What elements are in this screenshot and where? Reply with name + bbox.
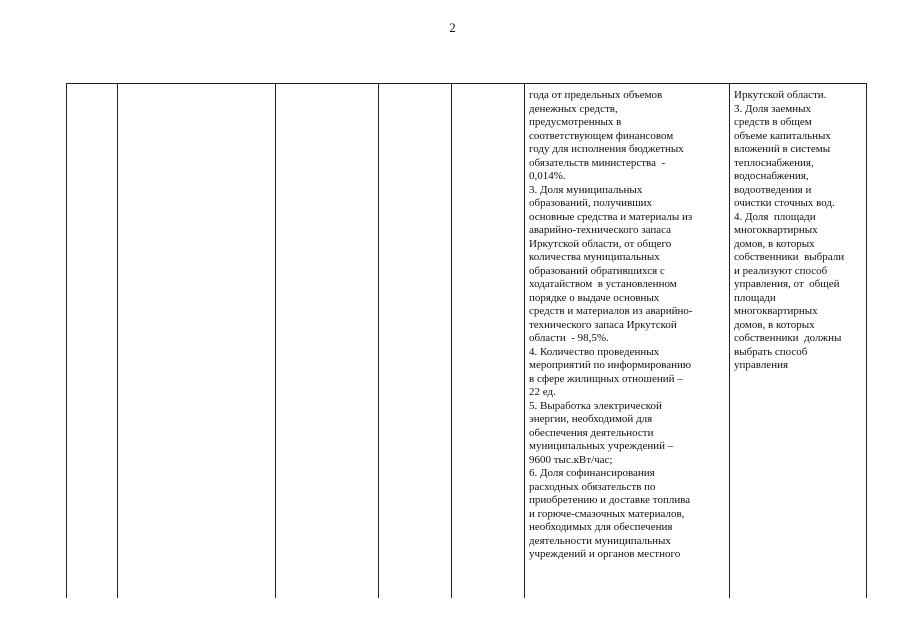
text-line: управления <box>734 359 789 371</box>
text-line: объеме капитальных <box>734 129 831 142</box>
column-divider <box>275 84 276 598</box>
text-line: площади <box>734 291 776 304</box>
text-line: 9600 тыс.кВт/час; <box>529 453 613 466</box>
text-line: теплоснабжения, <box>734 156 814 169</box>
text-line: многоквартирных <box>734 224 818 236</box>
text-line: домов, в которых <box>734 237 815 250</box>
text-line: ходатайством в установленном <box>529 278 677 290</box>
column-divider <box>378 84 379 598</box>
text-line: необходимых для обеспечения <box>529 521 673 533</box>
text-line: образований, получивших <box>529 197 653 209</box>
text-line: в сфере жилищных отношений – <box>529 372 683 385</box>
text-line: управления, от общей <box>734 278 840 290</box>
text-line: средств и материалов из аварийно- <box>529 305 693 317</box>
text-line: водоснабжения, <box>734 170 809 182</box>
page-number: 2 <box>449 20 456 35</box>
text-line: выбрать способ <box>734 345 808 358</box>
text-line: денежных средств, <box>529 102 618 115</box>
text-line: области - 98,5%. <box>529 332 609 344</box>
text-line: 0,014%. <box>529 170 566 182</box>
text-line: году для исполнения бюджетных <box>529 143 684 155</box>
text-line: муниципальных учреждений – <box>529 440 674 452</box>
text-line: собственники выбрали <box>734 251 845 263</box>
text-line: 22 ед. <box>529 386 556 398</box>
column-divider <box>729 84 730 598</box>
text-line: средств в общем <box>734 116 812 128</box>
text-line: водоотведения и <box>734 183 812 196</box>
text-line: очистки сточных вод. <box>734 197 835 209</box>
text-line: основные средства и материалы из <box>529 210 693 223</box>
text-line: приобретению и доставке топлива <box>529 494 691 506</box>
text-line: 6. Доля софинансирования <box>529 467 655 479</box>
text-line: 4. Количество проведенных <box>529 345 660 358</box>
text-line: соответствующем финансовом <box>529 129 674 142</box>
text-line: предусмотренных в <box>529 116 622 128</box>
text-line: технического запаса Иркутской <box>529 318 677 331</box>
text-line: 5. Выработка электрической <box>529 399 662 412</box>
text-line: порядке о выдаче основных <box>529 291 660 304</box>
text-line: Иркутской области, от общего <box>529 237 672 250</box>
column-divider <box>117 84 118 598</box>
text-line: мероприятий по информированию <box>529 359 692 371</box>
text-line: и горюче-смазочных материалов, <box>529 507 685 520</box>
text-line: 3. Доля муниципальных <box>529 183 643 196</box>
text-line: деятельности муниципальных <box>529 534 671 547</box>
text-line: учреждений и органов местного <box>529 548 681 560</box>
column-divider <box>524 84 525 598</box>
column-divider <box>451 84 452 598</box>
text-line: аварийно-технического запаса <box>529 224 672 236</box>
document-table <box>66 83 867 598</box>
text-line: 3. Доля заемных <box>734 102 812 115</box>
text-line: многоквартирных <box>734 305 818 317</box>
indicators-cell-list <box>734 89 866 373</box>
text-line: домов, в которых <box>734 318 815 331</box>
text-line: Иркутской области. <box>734 89 827 101</box>
indicators-cell-targets <box>529 89 727 562</box>
text-line: года от предельных объемов <box>529 89 663 101</box>
text-line: и реализуют способ <box>734 264 828 277</box>
text-line: обеспечения деятельности <box>529 426 654 439</box>
text-line: количества муниципальных <box>529 251 660 263</box>
text-line: вложений в системы <box>734 143 831 155</box>
text-line: обязательств министерства - <box>529 156 666 169</box>
text-line: 4. Доля площади <box>734 210 816 223</box>
text-line: образований обратившихся с <box>529 264 665 277</box>
text-line: энергии, необходимой для <box>529 413 653 425</box>
text-line: собственники должны <box>734 332 842 344</box>
text-line: расходных обязательств по <box>529 480 656 493</box>
